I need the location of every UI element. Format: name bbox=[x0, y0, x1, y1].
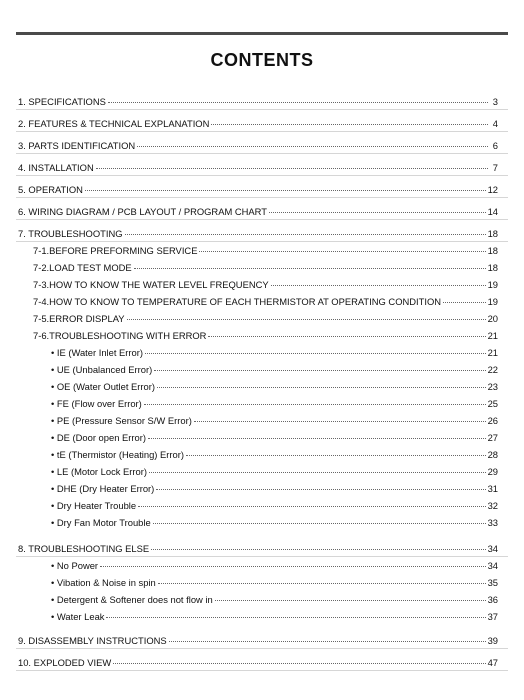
toc-entry[interactable] bbox=[18, 206, 498, 217]
toc-entry-page: 36 bbox=[487, 594, 498, 605]
dot-leader bbox=[96, 168, 488, 169]
dot-leader bbox=[443, 302, 486, 303]
toc-entry[interactable] bbox=[51, 466, 498, 477]
toc-entry-label: • LE (Motor Lock Error) bbox=[51, 466, 148, 477]
section-divider bbox=[16, 131, 508, 132]
section-divider bbox=[16, 175, 508, 176]
toc-entry-page: 32 bbox=[487, 500, 498, 511]
toc-entry-page: 20 bbox=[487, 313, 498, 324]
toc-entry-label: • Vibation & Noise in spin bbox=[51, 577, 156, 588]
toc-entry[interactable] bbox=[18, 184, 498, 195]
toc-entry-label: 7-6.TROUBLESHOOTING WITH ERROR bbox=[33, 330, 207, 341]
toc-entry-label: 7-2.LOAD TEST MODE bbox=[33, 262, 132, 273]
toc-entry[interactable] bbox=[51, 483, 498, 494]
toc-entry-label: • DHE (Dry Heater Error) bbox=[51, 483, 155, 494]
toc-entry[interactable] bbox=[51, 347, 498, 358]
toc-entry[interactable] bbox=[51, 611, 498, 622]
toc-entry-page: 19 bbox=[487, 296, 498, 307]
toc-entry-label: • Dry Fan Motor Trouble bbox=[51, 517, 151, 528]
toc-entry-label: • tE (Thermistor (Heating) Error) bbox=[51, 449, 184, 460]
section-divider bbox=[16, 219, 508, 220]
dot-leader bbox=[137, 146, 488, 147]
section-divider bbox=[16, 109, 508, 110]
dot-leader bbox=[149, 472, 486, 473]
toc-entry[interactable] bbox=[18, 96, 498, 107]
toc-entry-label: 1. SPECIFICATIONS bbox=[18, 96, 106, 107]
toc-entry-page: 29 bbox=[487, 466, 498, 477]
dot-leader bbox=[151, 549, 485, 550]
dot-leader bbox=[156, 489, 485, 490]
toc-entry-page: 39 bbox=[487, 635, 498, 646]
dot-leader bbox=[145, 353, 486, 354]
toc-entry-page: 12 bbox=[487, 184, 498, 195]
toc-entry-page: 34 bbox=[487, 560, 498, 571]
toc-entry-label: • Detergent & Softener does not flow in bbox=[51, 594, 213, 605]
toc-entry[interactable] bbox=[18, 228, 498, 239]
top-rule bbox=[16, 32, 508, 35]
toc-entry-page: 18 bbox=[487, 228, 498, 239]
toc-entry-label: 3. PARTS IDENTIFICATION bbox=[18, 140, 136, 151]
toc-entry-label: 5. OPERATION bbox=[18, 184, 83, 195]
toc-entry-page: 7 bbox=[492, 162, 498, 173]
toc-entry-label: 7. TROUBLESHOOTING bbox=[18, 228, 123, 239]
toc-entry[interactable] bbox=[33, 245, 498, 256]
toc-entry[interactable] bbox=[51, 500, 498, 511]
toc-entry-label: • DE (Door open Error) bbox=[51, 432, 146, 443]
toc-entry-label: • FE (Flow over Error) bbox=[51, 398, 142, 409]
toc-entry[interactable] bbox=[18, 140, 498, 151]
dot-leader bbox=[127, 319, 486, 320]
toc-entry-label: • Dry Heater Trouble bbox=[51, 500, 137, 511]
toc-entry-page: 35 bbox=[487, 577, 498, 588]
toc-entry-label: • Water Leak bbox=[51, 611, 105, 622]
toc-entry-label: 7-1.BEFORE PREFORMING SERVICE bbox=[33, 245, 198, 256]
dot-leader bbox=[271, 285, 486, 286]
toc-entry-label: 7-3.HOW TO KNOW THE WATER LEVEL FREQUENCY bbox=[33, 279, 269, 290]
dot-leader bbox=[148, 438, 486, 439]
toc-entry-label: 7-4.HOW TO KNOW TO TEMPERATURE OF EACH THERMISTOR AT OPERATING CONDITION bbox=[33, 296, 442, 307]
toc-entry[interactable] bbox=[51, 560, 498, 571]
toc-entry-page: 21 bbox=[487, 330, 498, 341]
dot-leader bbox=[194, 421, 486, 422]
toc-entry-label: • PE (Pressure Sensor S/W Error) bbox=[51, 415, 192, 426]
section-divider bbox=[16, 648, 508, 649]
dot-leader bbox=[108, 102, 488, 103]
toc-entry-label: • OE (Water Outlet Error) bbox=[51, 381, 155, 392]
toc-entry-page: 31 bbox=[487, 483, 498, 494]
toc-entry-page: 18 bbox=[487, 245, 498, 256]
toc-entry-page: 22 bbox=[487, 364, 498, 375]
toc-entry[interactable] bbox=[51, 449, 498, 460]
dot-leader bbox=[158, 583, 486, 584]
section-divider bbox=[16, 153, 508, 154]
toc-entry-page: 23 bbox=[487, 381, 498, 392]
toc-entry-label: 2. FEATURES & TECHNICAL EXPLANATION bbox=[18, 118, 210, 129]
toc-entry[interactable] bbox=[33, 313, 498, 324]
toc-entry[interactable] bbox=[51, 594, 498, 605]
toc-entry-page: 19 bbox=[487, 279, 498, 290]
dot-leader bbox=[211, 124, 488, 125]
dot-leader bbox=[154, 370, 485, 371]
dot-leader bbox=[113, 663, 485, 664]
toc-entry-page: 6 bbox=[492, 140, 498, 151]
page-title: CONTENTS bbox=[210, 50, 314, 70]
toc-entry-label: 10. EXPLODED VIEW bbox=[18, 657, 112, 668]
dot-leader bbox=[138, 506, 485, 507]
toc-entry[interactable] bbox=[18, 635, 498, 646]
section-divider bbox=[16, 197, 508, 198]
toc-entry-label: • No Power bbox=[51, 560, 99, 571]
toc-entry-label: 7-5.ERROR DISPLAY bbox=[33, 313, 125, 324]
dot-leader bbox=[215, 600, 486, 601]
dot-leader bbox=[106, 617, 485, 618]
toc-entry-page: 37 bbox=[487, 611, 498, 622]
toc-entry-page: 21 bbox=[487, 347, 498, 358]
dot-leader bbox=[169, 641, 486, 642]
section-divider bbox=[16, 670, 508, 671]
dot-leader bbox=[100, 566, 486, 567]
toc-entry-label: 4. INSTALLATION bbox=[18, 162, 94, 173]
dot-leader bbox=[269, 212, 486, 213]
toc-entry-label: • UE (Unbalanced Error) bbox=[51, 364, 153, 375]
toc-entry[interactable] bbox=[33, 330, 498, 341]
toc-entry[interactable] bbox=[33, 296, 498, 307]
toc-entry[interactable] bbox=[18, 543, 498, 554]
dot-leader bbox=[125, 234, 486, 235]
section-divider bbox=[16, 556, 508, 557]
toc-entry-page: 33 bbox=[487, 517, 498, 528]
toc-entry[interactable] bbox=[51, 398, 498, 409]
toc-entry[interactable] bbox=[51, 415, 498, 426]
toc-entry[interactable] bbox=[33, 279, 498, 290]
toc-entry-label: 9. DISASSEMBLY INSTRUCTIONS bbox=[18, 635, 167, 646]
dot-leader bbox=[199, 251, 485, 252]
toc-entry[interactable] bbox=[51, 432, 498, 443]
dot-leader bbox=[208, 336, 485, 337]
toc-entry-page: 3 bbox=[492, 96, 498, 107]
toc-entry-page: 4 bbox=[492, 118, 498, 129]
toc-entry-page: 28 bbox=[487, 449, 498, 460]
dot-leader bbox=[186, 455, 486, 456]
toc-entry[interactable] bbox=[51, 364, 498, 375]
toc-entry-label: 6. WIRING DIAGRAM / PCB LAYOUT / PROGRAM CHART bbox=[18, 206, 267, 217]
toc-entry[interactable] bbox=[18, 118, 498, 129]
toc-entry-page: 14 bbox=[487, 206, 498, 217]
toc-entry[interactable] bbox=[18, 657, 498, 668]
dot-leader bbox=[134, 268, 486, 269]
toc-entry[interactable] bbox=[33, 262, 498, 273]
toc-entry-label: 8. TROUBLESHOOTING ELSE bbox=[18, 543, 150, 554]
toc-entry-page: 27 bbox=[487, 432, 498, 443]
dot-leader bbox=[144, 404, 486, 405]
toc-entry-page: 25 bbox=[487, 398, 498, 409]
toc-entry-page: 34 bbox=[487, 543, 498, 554]
toc-entry[interactable] bbox=[51, 381, 498, 392]
dot-leader bbox=[157, 387, 486, 388]
toc-entry[interactable] bbox=[18, 162, 498, 173]
toc-entry-label: • IE (Water Inlet Error) bbox=[51, 347, 144, 358]
dot-leader bbox=[153, 523, 486, 524]
toc-entry[interactable] bbox=[51, 577, 498, 588]
toc-entry-page: 18 bbox=[487, 262, 498, 273]
section-divider bbox=[16, 241, 508, 242]
toc-entry-page: 47 bbox=[487, 657, 498, 668]
dot-leader bbox=[85, 190, 486, 191]
toc-entry[interactable] bbox=[51, 517, 498, 528]
toc-entry-page: 26 bbox=[487, 415, 498, 426]
